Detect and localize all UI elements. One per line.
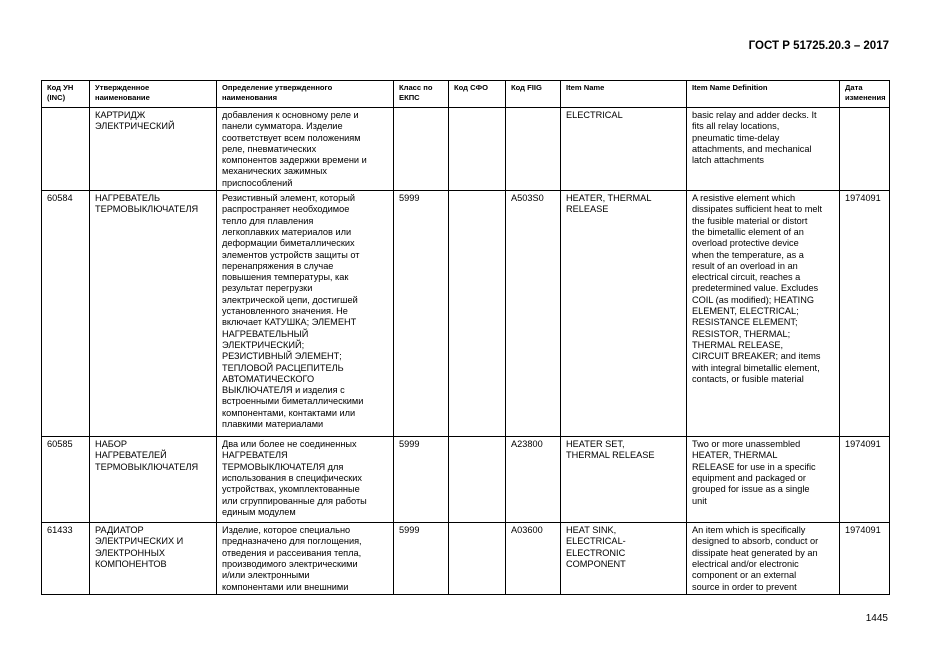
cell-item-name: ELECTRICAL	[561, 108, 687, 191]
cell-fiig-code	[506, 108, 561, 191]
cell-item-name-definition: An item which is specifically designed to absorb, conduct or dissipate heat generated by an electrical and/or electronic component or an external source in order to prevent	[687, 523, 840, 595]
col-header-inc: Код УН (INC)	[42, 81, 90, 108]
cell-approved-name: НАБОР НАГРЕВАТЕЛЕЙ ТЕРМОВЫКЛЮЧАТЕЛЯ	[90, 437, 217, 523]
cell-fiig-code: A23800	[506, 437, 561, 523]
cell-item-name: HEATER SET, THERMAL RELEASE	[561, 437, 687, 523]
cell-ekps-class: 5999	[394, 523, 449, 595]
table-row	[42, 523, 890, 595]
col-header-approved-name: Утвержденное наименование	[90, 81, 217, 108]
cell-inc: 60585	[42, 437, 90, 523]
col-header-definition: Определение утвержденного наименования	[217, 81, 394, 108]
cell-approved-name: КАРТРИДЖ ЭЛЕКТРИЧЕСКИЙ	[90, 108, 217, 191]
nomenclature-table	[41, 80, 890, 595]
cell-fiig-code: A503S0	[506, 191, 561, 437]
cell-item-name-definition: Two or more unassembled HEATER, THERMAL RELEASE for use in a specific equipment and packaged or grouped for issue as a single unit	[687, 437, 840, 523]
cell-sfo-code	[449, 108, 506, 191]
cell-definition: Резистивный элемент, который распространяет необходимое тепло для плавления легкоплавких материалов или деформации биметаллических элементов устройств защиты от перенапряжения в случае повышения температуры, как результат перегрузки электрической цепи, достигшей установленного значения. Не включает КАТУШКА; ЭЛЕМЕНТ НАГРЕВАТЕЛЬНЫЙ ЭЛЕКТРИЧЕСКИЙ; РЕЗИСТИВНЫЙ ЭЛЕМЕНТ; ТЕПЛОВОЙ РАСЦЕПИТЕЛЬ АВТОМАТИЧЕСКОГО ВЫКЛЮЧАТЕЛЯ и изделия с встроенными биметаллическими компонентами, контактами или плавкими материалами	[217, 191, 394, 437]
col-header-change-date: Дата изменения	[840, 81, 890, 108]
col-header-sfo-code: Код СФО	[449, 81, 506, 108]
cell-item-name: HEATER, THERMAL RELEASE	[561, 191, 687, 437]
page-number: 1445	[865, 613, 888, 624]
cell-change-date: 1974091	[840, 523, 890, 595]
col-header-fiig-code: Код FIIG	[506, 81, 561, 108]
cell-item-name-definition: A resistive element which dissipates sufficient heat to melt the fusible material or distort the bimetallic element of an overload protective device when the temperature, as a result of an overload in an electrical circuit, reaches a predetermined value. Excludes COIL (as modified); HEATING ELEMENT, ELECTRICAL; RESISTANCE ELEMENT; RESISTOR, THERMAL; THERMAL RELEASE, CIRCUIT BREAKER; and items with integral bimetallic element, contacts, or fusible material	[687, 191, 840, 437]
cell-change-date: 1974091	[840, 191, 890, 437]
cell-definition: добавления к основному реле и панели сумматора. Изделие соответствует всем положениям реле, пневматических компонентов задержки времени и механических зажимных приспособлений	[217, 108, 394, 191]
table-row	[42, 191, 890, 437]
col-header-item-name: Item Name	[561, 81, 687, 108]
cell-definition: Два или более не соединенных НАГРЕВАТЕЛЯ ТЕРМОВЫКЛЮЧАТЕЛЯ для использования в специфических устройствах, укомплектованные или сгруппированные для работы единым модулем	[217, 437, 394, 523]
cell-change-date: 1974091	[840, 437, 890, 523]
table-row	[42, 108, 890, 191]
col-header-ekps-class: Класс по ЕКПС	[394, 81, 449, 108]
cell-item-name-definition: basic relay and adder decks. It fits all relay locations, pneumatic time-delay attachments, and mechanical latch attachments	[687, 108, 840, 191]
cell-sfo-code	[449, 523, 506, 595]
cell-ekps-class: 5999	[394, 191, 449, 437]
cell-item-name: HEAT SINK, ELECTRICAL- ELECTRONIC COMPONENT	[561, 523, 687, 595]
cell-approved-name: РАДИАТОР ЭЛЕКТРИЧЕСКИХ И ЭЛЕКТРОННЫХ КОМПОНЕНТОВ	[90, 523, 217, 595]
cell-ekps-class	[394, 108, 449, 191]
document-header-standard-code: ГОСТ Р 51725.20.3 – 2017	[748, 40, 889, 52]
table-row	[42, 437, 890, 523]
cell-ekps-class: 5999	[394, 437, 449, 523]
cell-inc	[42, 108, 90, 191]
cell-approved-name: НАГРЕВАТЕЛЬ ТЕРМОВЫКЛЮЧАТЕЛЯ	[90, 191, 217, 437]
table-header-row	[42, 81, 890, 108]
cell-inc: 60584	[42, 191, 90, 437]
cell-definition: Изделие, которое специально предназначено для поглощения, отведения и рассеивания тепла, производимого электрическими и/или электронными компонентами или внешними	[217, 523, 394, 595]
cell-inc: 61433	[42, 523, 90, 595]
cell-sfo-code	[449, 191, 506, 437]
cell-sfo-code	[449, 437, 506, 523]
cell-change-date	[840, 108, 890, 191]
col-header-item-name-definition: Item Name Definition	[687, 81, 840, 108]
cell-fiig-code: A03600	[506, 523, 561, 595]
